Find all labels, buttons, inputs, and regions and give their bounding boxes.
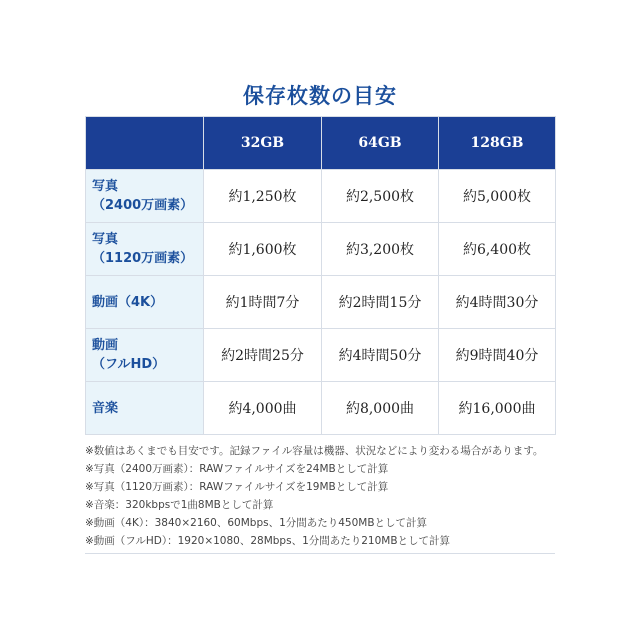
table-row <box>86 276 556 329</box>
cell-value: 約9時間40分 <box>439 329 556 382</box>
table-row <box>86 170 556 223</box>
cell-value: 約8,000曲 <box>322 382 439 435</box>
header-64gb: 64GB <box>322 117 439 170</box>
cell-value: 約3,200枚 <box>322 223 439 276</box>
page-title: 保存枚数の目安 <box>243 84 397 108</box>
table-row <box>86 329 556 382</box>
footnotes <box>85 442 555 550</box>
footnote: ※写真（1120万画素）：RAWファイルサイズを19MBとして計算 <box>85 481 389 493</box>
cell-value: 約1時間7分 <box>204 276 322 329</box>
cell-value: 約1,600枚 <box>204 223 322 276</box>
row-label-line1: 写真 <box>92 232 119 247</box>
row-label-line1: 動画 <box>92 338 119 353</box>
cell-value: 約2時間15分 <box>322 276 439 329</box>
table-row <box>86 223 556 276</box>
footnote: ※動画（4K）：3840×2160、60Mbps、1分間あたり450MBとして計算 <box>85 517 428 529</box>
cell-value: 約2,500枚 <box>322 170 439 223</box>
header-128gb: 128GB <box>439 117 556 170</box>
cell-value: 約6,400枚 <box>439 223 556 276</box>
bottom-divider <box>85 553 555 554</box>
row-label-line2: （2400万画素） <box>92 198 194 213</box>
cell-value: 約4時間50分 <box>322 329 439 382</box>
row-label-line1: 写真 <box>92 179 119 194</box>
row-label <box>86 223 204 276</box>
storage-capacity-table <box>85 116 556 435</box>
cell-value: 約4,000曲 <box>204 382 322 435</box>
footnote: ※動画（フルHD）：1920×1080、28Mbps、1分間あたり210MBとして計算 <box>85 535 451 547</box>
footnote: ※写真（2400万画素）：RAWファイルサイズを24MBとして計算 <box>85 463 389 475</box>
cell-value: 約5,000枚 <box>439 170 556 223</box>
row-label-line2: （1120万画素） <box>92 251 194 266</box>
row-label <box>86 382 204 435</box>
table-header-row <box>86 117 556 170</box>
row-label-line2: （フルHD） <box>92 357 166 372</box>
cell-value: 約16,000曲 <box>439 382 556 435</box>
footnote: ※音楽：320kbpsで1曲8MBとして計算 <box>85 499 274 511</box>
cell-value: 約2時間25分 <box>204 329 322 382</box>
row-label-line1: 動画（4K） <box>92 294 164 310</box>
footnote: ※数値はあくまでも目安です。記録ファイル容量は機器、状況などにより変わる場合があります。 <box>85 445 544 457</box>
row-label <box>86 170 204 223</box>
cell-value: 約1,250枚 <box>204 170 322 223</box>
cell-value: 約4時間30分 <box>439 276 556 329</box>
table-row <box>86 382 556 435</box>
row-label-line1: 音楽 <box>92 400 119 416</box>
row-label <box>86 329 204 382</box>
header-corner-cell <box>86 117 204 170</box>
row-label <box>86 276 204 329</box>
header-32gb: 32GB <box>204 117 322 170</box>
